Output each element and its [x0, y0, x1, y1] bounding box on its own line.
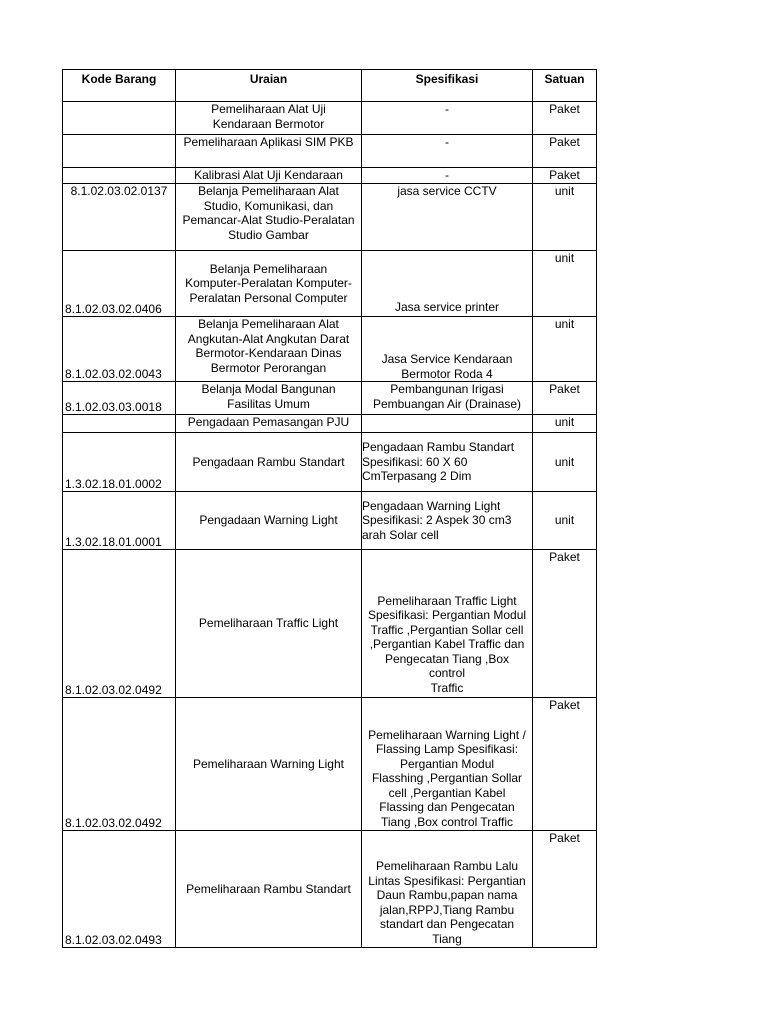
cell-spesifikasi: Pengadaan Rambu Standart Spesifikasi: 60 X 60 CmTerpasang 2 Dim — [362, 433, 533, 492]
cell-satuan: Paket — [533, 831, 597, 948]
cell-kode — [63, 168, 176, 184]
cell-satuan: Paket — [533, 135, 597, 168]
cell-spesifikasi: Jasa service printer — [362, 251, 533, 317]
cell-kode: 8.1.02.03.02.0493 — [63, 831, 176, 948]
table-row — [63, 317, 597, 382]
cell-satuan: Paket — [533, 550, 597, 698]
table-row — [63, 184, 597, 251]
cell-kode: 1.3.02.18.01.0002 — [63, 433, 176, 492]
table-row — [63, 415, 597, 433]
cell-satuan: Paket — [533, 698, 597, 831]
cell-satuan: unit — [533, 251, 597, 317]
cell-satuan: Paket — [533, 102, 597, 135]
table-row — [63, 698, 597, 831]
cell-uraian: Belanja Pemeliharaan Alat Angkutan-Alat Angkutan Darat Bermotor-Kendaraan Dinas Bermotor Perorangan — [176, 317, 362, 382]
cell-spesifikasi: - — [362, 168, 533, 184]
table-row — [63, 550, 597, 698]
cell-uraian: Pengadaan Warning Light — [176, 492, 362, 550]
table-row — [63, 102, 597, 135]
cell-kode: 8.1.02.03.03.0018 — [63, 382, 176, 415]
cell-kode: 8.1.02.03.02.0492 — [63, 550, 176, 698]
cell-uraian: Belanja Pemeliharaan Alat Studio, Komunikasi, dan Pemancar-Alat Studio-Peralatan Studio Gambar — [176, 184, 362, 251]
cell-spesifikasi: Pemeliharaan Traffic Light Spesifikasi: Pergantian Modul Traffic ,Pergantian Sollar cell ,Pergantian Kabel Traffic dan Pengecatan Tiang ,Box control Traffic — [362, 550, 533, 698]
cell-uraian: Pemeliharaan Alat Uji Kendaraan Bermotor — [176, 102, 362, 135]
table-row — [63, 433, 597, 492]
cell-satuan: unit — [533, 184, 597, 251]
header-uraian: Uraian — [176, 70, 362, 102]
cell-uraian: Pemeliharaan Rambu Standart — [176, 831, 362, 948]
cell-satuan: unit — [533, 415, 597, 433]
cell-kode: 1.3.02.18.01.0001 — [63, 492, 176, 550]
cell-kode: 8.1.02.03.02.0406 — [63, 251, 176, 317]
header-spesifikasi: Spesifikasi — [362, 70, 533, 102]
cell-kode — [63, 135, 176, 168]
cell-satuan: Paket — [533, 168, 597, 184]
table-row — [63, 168, 597, 184]
table-row — [63, 382, 597, 415]
table-row — [63, 135, 597, 168]
cell-spesifikasi: - — [362, 135, 533, 168]
cell-kode — [63, 102, 176, 135]
cell-uraian: Pengadaan Pemasangan PJU — [176, 415, 362, 433]
cell-spesifikasi: Pemeliharaan Warning Light / Flassing Lamp Spesifikasi: Pergantian Modul Flasshing ,Pergantian Sollar cell ,Pergantian Kabel Flassing dan Pengecatan Tiang ,Box control Traffic — [362, 698, 533, 831]
cell-spesifikasi: Pengadaan Warning Light Spesifikasi: 2 Aspek 30 cm3 arah Solar cell — [362, 492, 533, 550]
goods-table — [62, 69, 597, 948]
cell-uraian: Pemeliharaan Aplikasi SIM PKB — [176, 135, 362, 168]
cell-kode: 8.1.02.03.02.0492 — [63, 698, 176, 831]
cell-satuan: unit — [533, 492, 597, 550]
table-row — [63, 492, 597, 550]
cell-uraian: Pemeliharaan Warning Light — [176, 698, 362, 831]
cell-satuan: Paket — [533, 382, 597, 415]
cell-satuan: unit — [533, 433, 597, 492]
header-kode-barang: Kode Barang — [63, 70, 176, 102]
cell-spesifikasi: Pembangunan Irigasi Pembuangan Air (Drainase) — [362, 382, 533, 415]
header-satuan: Satuan — [533, 70, 597, 102]
cell-spesifikasi: Pemeliharaan Rambu Lalu Lintas Spesifikasi: Pergantian Daun Rambu,papan nama jalan,RPPJ,Tiang Rambu standart dan Pengecatan Tiang — [362, 831, 533, 948]
table-row — [63, 251, 597, 317]
cell-uraian: Belanja Modal Bangunan Fasilitas Umum — [176, 382, 362, 415]
cell-kode: 8.1.02.03.02.0137 — [63, 184, 176, 251]
cell-kode — [63, 415, 176, 433]
cell-spesifikasi: Jasa Service Kendaraan Bermotor Roda 4 — [362, 317, 533, 382]
cell-kode: 8.1.02.03.02.0043 — [63, 317, 176, 382]
cell-satuan: unit — [533, 317, 597, 382]
cell-uraian: Pengadaan Rambu Standart — [176, 433, 362, 492]
cell-spesifikasi: jasa service CCTV — [362, 184, 533, 251]
cell-spesifikasi — [362, 415, 533, 433]
cell-uraian: Kalibrasi Alat Uji Kendaraan — [176, 168, 362, 184]
cell-spesifikasi: - — [362, 102, 533, 135]
cell-uraian: Belanja Pemeliharaan Komputer-Peralatan Komputer- Peralatan Personal Computer — [176, 251, 362, 317]
table-row — [63, 831, 597, 948]
header-row — [63, 70, 597, 102]
cell-uraian: Pemeliharaan Traffic Light — [176, 550, 362, 698]
